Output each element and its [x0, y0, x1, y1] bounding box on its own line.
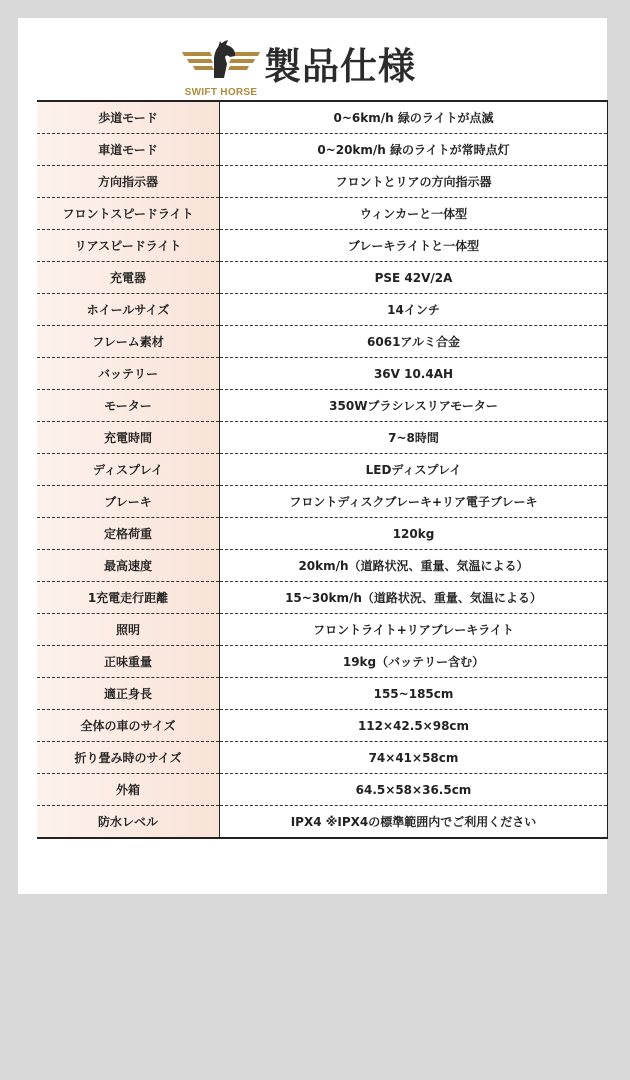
spec-label: ディスプレイ — [37, 454, 220, 486]
spec-row — [37, 518, 608, 550]
spec-value: 350Wブラシレスリアモーター — [220, 390, 608, 422]
spec-label: 照明 — [37, 614, 220, 646]
brand-name: SWIFT HORSE — [184, 87, 258, 98]
spec-value: 36V 10.4AH — [220, 358, 608, 390]
spec-label: 最高速度 — [37, 550, 220, 582]
spec-label: 1充電走行距離 — [37, 582, 220, 614]
spec-label: フレーム素材 — [37, 326, 220, 358]
spec-label: 車道モード — [37, 134, 220, 166]
spec-row — [37, 198, 608, 230]
spec-value: IPX4 ※IPX4の標準範囲内でご利用ください — [220, 806, 608, 839]
spec-value: フロントディスクブレーキ+リア電子ブレーキ — [220, 486, 608, 518]
spec-value: ブレーキライトと一体型 — [220, 230, 608, 262]
spec-row — [37, 550, 608, 582]
spec-row — [37, 358, 608, 390]
spec-value: 0~20km/h 緑のライトが常時点灯 — [220, 134, 608, 166]
page-title: 製品仕様 — [264, 45, 416, 88]
spec-value: フロントとリアの方向指示器 — [220, 166, 608, 198]
spec-row — [37, 422, 608, 454]
spec-label: ブレーキ — [37, 486, 220, 518]
spec-label: 充電時間 — [37, 422, 220, 454]
spec-row — [37, 774, 608, 806]
spec-label: 充電器 — [37, 262, 220, 294]
spec-row — [37, 646, 608, 678]
spec-row — [37, 134, 608, 166]
spec-value: 6061アルミ合金 — [220, 326, 608, 358]
spec-row — [37, 582, 608, 614]
spec-table — [37, 100, 608, 839]
spec-row — [37, 262, 608, 294]
spec-value: 74×41×58cm — [220, 742, 608, 774]
spec-label: 適正身長 — [37, 678, 220, 710]
spec-label: 折り畳み時のサイズ — [37, 742, 220, 774]
spec-label: フロントスピードライト — [37, 198, 220, 230]
spec-value: 7~8時間 — [220, 422, 608, 454]
spec-value: PSE 42V/2A — [220, 262, 608, 294]
spec-value: LEDディスプレイ — [220, 454, 608, 486]
spec-row — [37, 294, 608, 326]
header — [18, 18, 607, 100]
spec-value: 15~30km/h（道路状況、重量、気温による） — [220, 582, 608, 614]
spec-value: 155~185cm — [220, 678, 608, 710]
spec-row — [37, 230, 608, 262]
spec-value: 14インチ — [220, 294, 608, 326]
spec-label: 外箱 — [37, 774, 220, 806]
spec-label: モーター — [37, 390, 220, 422]
spec-value: 120kg — [220, 518, 608, 550]
spec-label: 正味重量 — [37, 646, 220, 678]
spec-label: 歩道モード — [37, 101, 220, 134]
spec-row — [37, 326, 608, 358]
spec-row — [37, 390, 608, 422]
winged-horse-icon — [180, 38, 262, 86]
spec-row — [37, 710, 608, 742]
spec-value: ウィンカーと一体型 — [220, 198, 608, 230]
spec-value: フロントライト+リアブレーキライト — [220, 614, 608, 646]
spec-row — [37, 454, 608, 486]
spec-value: 20km/h（道路状況、重量、気温による） — [220, 550, 608, 582]
spec-value: 64.5×58×36.5cm — [220, 774, 608, 806]
spec-label: バッテリー — [37, 358, 220, 390]
spec-value: 0~6km/h 緑のライトが点滅 — [220, 101, 608, 134]
spec-row — [37, 486, 608, 518]
spec-label: 定格荷重 — [37, 518, 220, 550]
spec-row — [37, 166, 608, 198]
spec-value: 112×42.5×98cm — [220, 710, 608, 742]
spec-label: リアスピードライト — [37, 230, 220, 262]
spec-label: ホイールサイズ — [37, 294, 220, 326]
spec-row — [37, 614, 608, 646]
spec-row — [37, 806, 608, 839]
spec-value: 19kg（バッテリー含む） — [220, 646, 608, 678]
spec-label: 防水レベル — [37, 806, 220, 839]
spec-label: 方向指示器 — [37, 166, 220, 198]
spec-row — [37, 742, 608, 774]
spec-row — [37, 678, 608, 710]
spec-row — [37, 101, 608, 134]
swift-horse-logo — [180, 38, 262, 100]
spec-card — [18, 18, 607, 894]
spec-label: 全体の車のサイズ — [37, 710, 220, 742]
